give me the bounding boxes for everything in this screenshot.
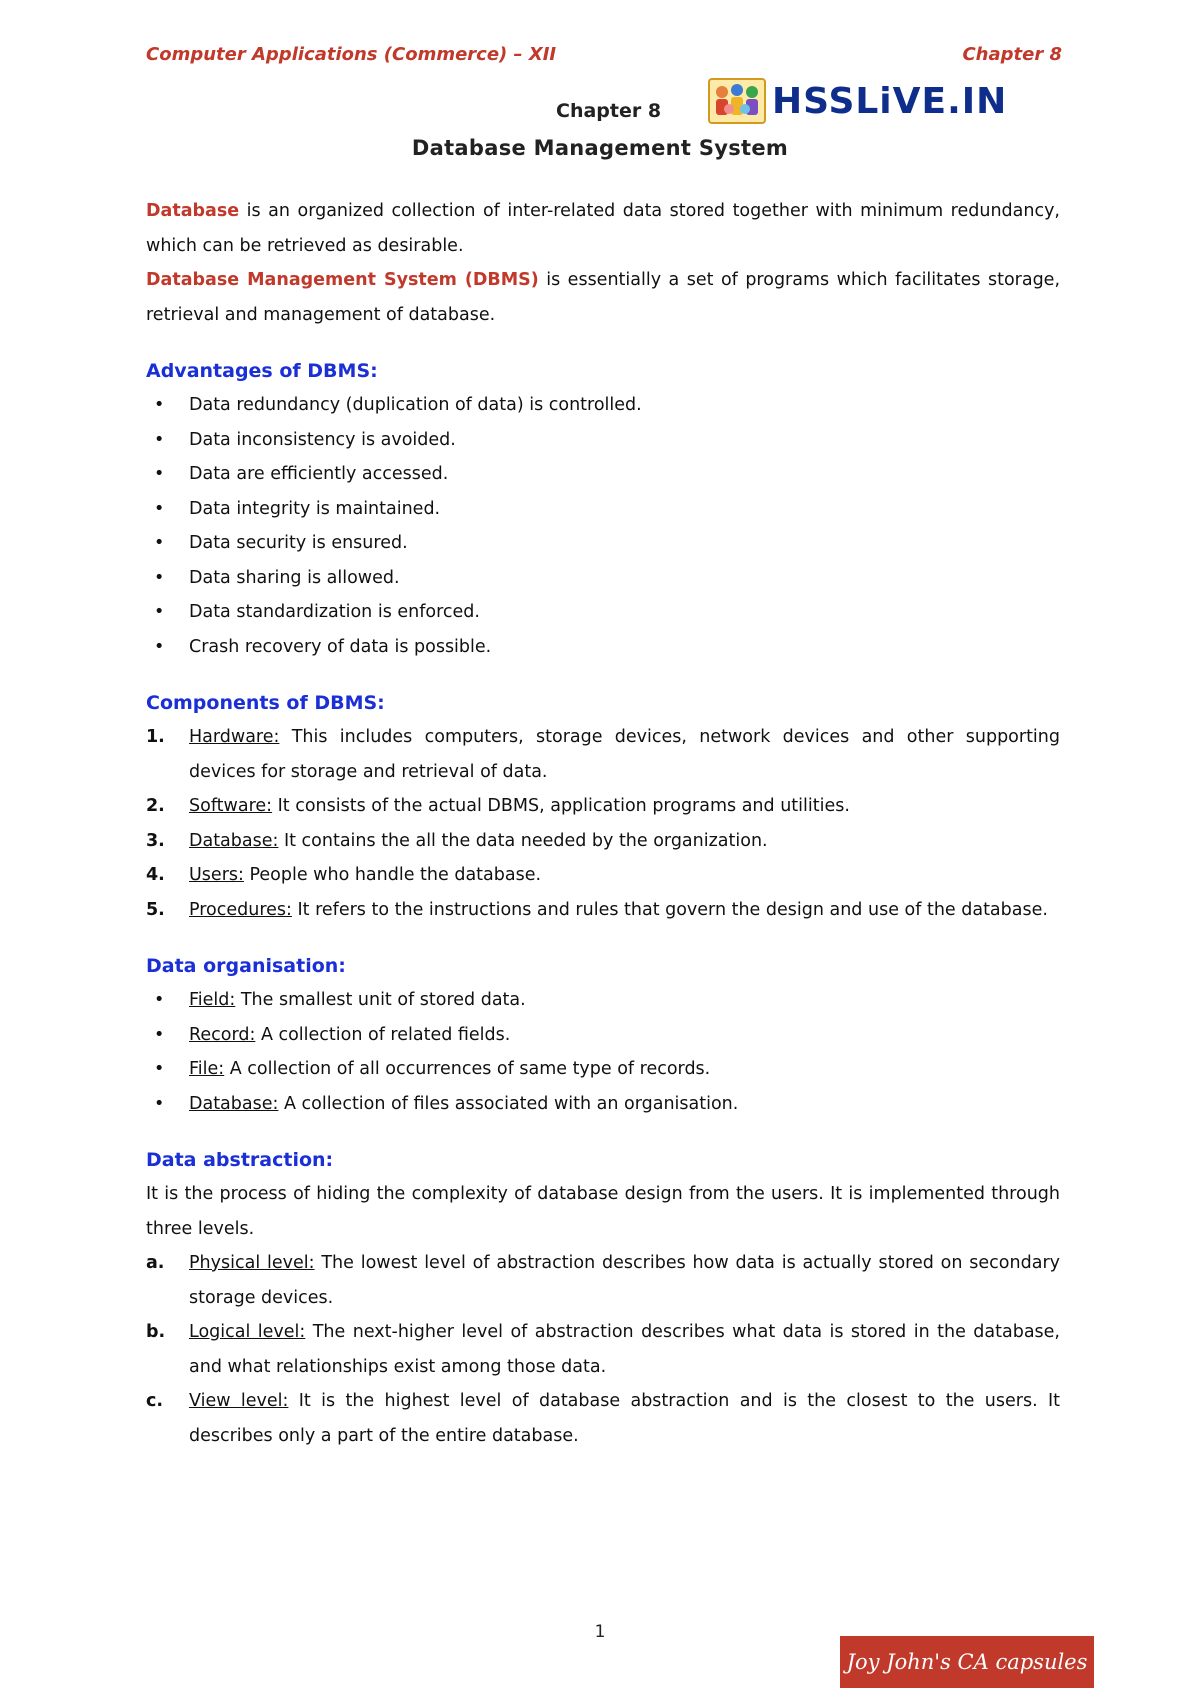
bullet-icon: • bbox=[154, 1093, 165, 1114]
term: Logical level: bbox=[189, 1322, 306, 1342]
term: Users: bbox=[189, 865, 244, 885]
bullet-icon: • bbox=[154, 429, 165, 450]
site-logo bbox=[708, 78, 1007, 124]
database-def-text: is an organized collection of inter-related data stored together with minimum redundancy, which can be retrieved as desirable. bbox=[146, 201, 1060, 256]
list-item: • Data inconsistency is avoided. bbox=[146, 423, 1060, 458]
list-item: 2. Software: It consists of the actual DBMS, application programs and utilities. bbox=[146, 796, 850, 816]
running-header-left: Computer Applications (Commerce) – XII bbox=[146, 44, 557, 65]
list-item: • Data redundancy (duplication of data) is controlled. bbox=[146, 388, 1060, 423]
bullet-icon: • bbox=[154, 464, 165, 484]
abstraction-list bbox=[146, 1246, 1060, 1453]
bullet-icon: • bbox=[154, 636, 165, 657]
chapter-label: Chapter 8 bbox=[556, 100, 662, 122]
organisation-list bbox=[146, 983, 1060, 1121]
database-term: Database bbox=[146, 201, 240, 221]
list-item: • Database: A collection of files associated with an organisation. bbox=[146, 1087, 1060, 1122]
bullet-icon: • bbox=[154, 1024, 165, 1045]
author-badge: Joy John's CA capsules bbox=[840, 1636, 1094, 1688]
term: Procedures: bbox=[189, 899, 292, 920]
bullet-icon: • bbox=[154, 498, 165, 519]
list-item: • Data sharing is allowed. bbox=[146, 561, 1060, 596]
term: Field: bbox=[189, 990, 236, 1010]
bullet-icon: • bbox=[154, 395, 165, 415]
advantages-list bbox=[146, 388, 1060, 664]
bullet-icon: • bbox=[154, 533, 165, 553]
list-item: 5. Procedures: It refers to the instructions and rules that govern the design and use of the database. bbox=[146, 899, 1048, 920]
list-item: • Data standardization is enforced. bbox=[146, 595, 1060, 630]
term: Software: bbox=[189, 796, 273, 816]
components-heading: Components of DBMS: bbox=[146, 692, 385, 714]
dbms-term: Database Management System (DBMS) bbox=[146, 270, 539, 290]
bullet-icon: • bbox=[154, 990, 165, 1010]
database-definition bbox=[146, 194, 1060, 263]
list-item: • Data are efficiently accessed. bbox=[146, 457, 1060, 492]
dbms-def-text: is essentially a set of programs which facilitates storage, retrieval and management of database. bbox=[146, 270, 1061, 325]
term: Database: bbox=[189, 1093, 279, 1114]
abstraction-heading: Data abstraction: bbox=[146, 1149, 334, 1171]
list-item: • File: A collection of all occurrences of same type of records. bbox=[146, 1052, 1060, 1087]
term: View level: bbox=[189, 1391, 289, 1411]
page-number: 1 bbox=[594, 1622, 606, 1642]
list-item: a. Physical level: The lowest level of abstraction describes how data is actually stored on secondary storage devices. bbox=[146, 1253, 1060, 1308]
list-item: • Data integrity is maintained. bbox=[146, 492, 1060, 527]
logo-text: HSSLiVE.IN bbox=[772, 80, 1008, 122]
running-header-right: Chapter 8 bbox=[962, 44, 1062, 65]
term: Record: bbox=[189, 1024, 256, 1045]
list-item: • Field: The smallest unit of stored data. bbox=[146, 983, 1060, 1018]
list-item: 3. Database: It contains the all the data needed by the organization. bbox=[146, 830, 768, 851]
components-list bbox=[146, 720, 1060, 927]
bullet-icon: • bbox=[154, 567, 165, 588]
list-item: 4. Users: People who handle the database. bbox=[146, 865, 542, 885]
bullet-icon: • bbox=[154, 1059, 165, 1079]
list-item: 1. Hardware: This includes computers, storage devices, network devices and other supporting devices for storage and retrieval of data. bbox=[146, 727, 1060, 782]
bullet-icon: • bbox=[154, 602, 165, 622]
dbms-definition bbox=[146, 263, 1060, 332]
list-item: c. View level: It is the highest level of database abstraction and is the closest to the users. It describes only a part of the entire database. bbox=[146, 1391, 1061, 1446]
list-item: b. Logical level: The next-higher level of abstraction describes what data is stored in the database, and what relationships exist among those data. bbox=[146, 1322, 1060, 1377]
term: Hardware: bbox=[189, 727, 280, 747]
list-item: • Crash recovery of data is possible. bbox=[146, 630, 1060, 665]
people-group-icon bbox=[708, 78, 766, 124]
organisation-heading: Data organisation: bbox=[146, 955, 346, 977]
term: File: bbox=[189, 1059, 225, 1079]
document-body bbox=[146, 194, 1060, 1453]
term: Database: bbox=[189, 830, 279, 851]
abstraction-intro: It is the process of hiding the complexity of database design from the users. It is implemented through three levels. bbox=[146, 1184, 1060, 1239]
term: Physical level: bbox=[189, 1253, 315, 1273]
list-item: • Record: A collection of related fields. bbox=[146, 1018, 1060, 1053]
advantages-heading: Advantages of DBMS: bbox=[146, 360, 378, 382]
page-title: Database Management System bbox=[411, 136, 789, 160]
list-item: • Data security is ensured. bbox=[146, 526, 1060, 561]
